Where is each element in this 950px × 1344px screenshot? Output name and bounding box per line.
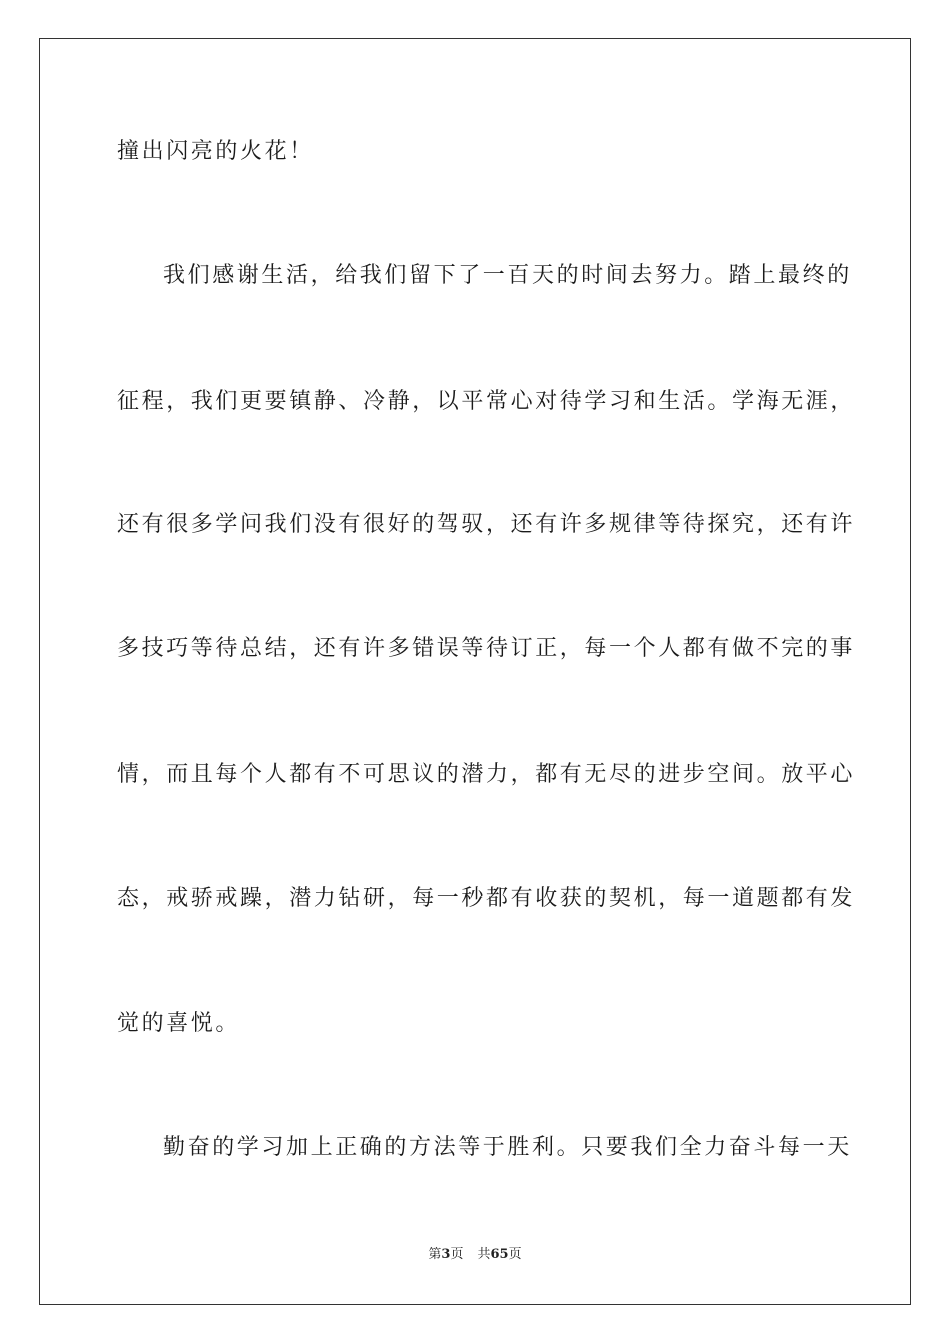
page-prefix: 第 xyxy=(428,1247,442,1262)
text-line-5: 多技巧等待总结，还有许多错误等待订正，每一个人都有做不完的事 xyxy=(117,636,856,661)
page-suffix: 页 xyxy=(450,1247,464,1262)
text-line-1: 撞出闪亮的火花！ xyxy=(117,139,314,164)
text-line-2: 我们感谢生活，给我们留下了一百天的时间去努力。踏上最终的 xyxy=(163,263,852,288)
text-line-6: 情，而且每个人都有不可思议的潜力，都有无尽的进步空间。放平心 xyxy=(117,762,856,787)
text-line-9: 勤奋的学习加上正确的方法等于胜利。只要我们全力奋斗每一天 xyxy=(163,1135,852,1160)
text-line-8: 觉的喜悦。 xyxy=(117,1011,241,1036)
text-line-3: 征程，我们更要镇静、冷静，以平常心对待学习和生活。学海无涯， xyxy=(117,389,856,414)
page-border xyxy=(39,38,911,1305)
text-line-4: 还有很多学问我们没有很好的驾驭，还有许多规律等待探究，还有许 xyxy=(117,512,856,537)
total-prefix: 共 xyxy=(477,1247,491,1262)
total-pages: 65 xyxy=(490,1247,509,1262)
page-number: 3 xyxy=(441,1247,451,1262)
total-suffix: 页 xyxy=(508,1247,522,1262)
text-line-7: 态，戒骄戒躁，潜力钻研，每一秒都有收获的契机，每一道题都有发 xyxy=(117,886,856,911)
page-footer xyxy=(0,1246,950,1264)
